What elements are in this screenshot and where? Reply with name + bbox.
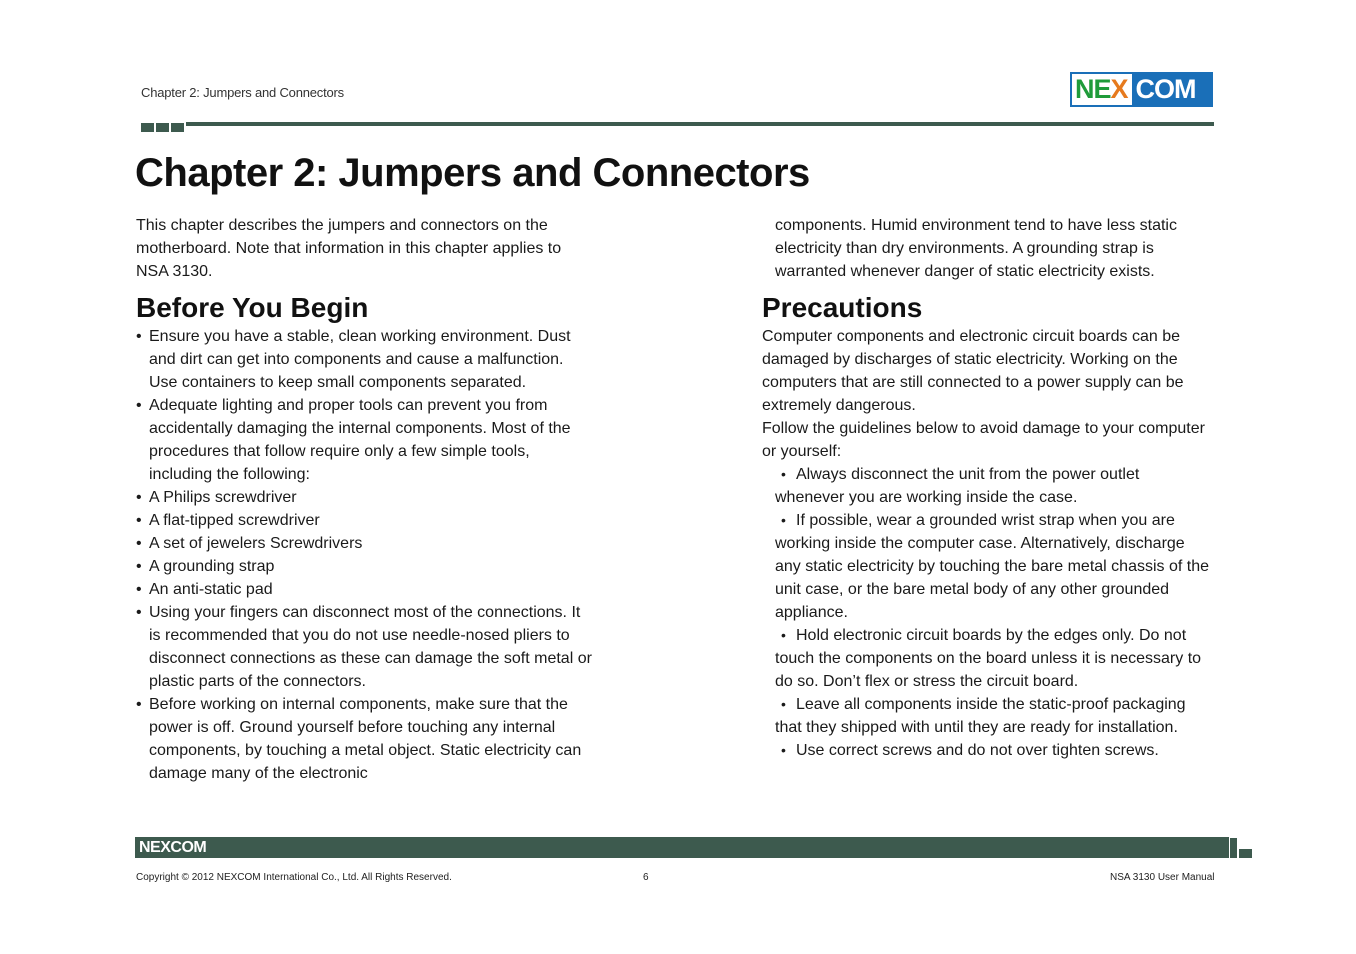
logo-x: X (1110, 74, 1128, 104)
right-column (762, 214, 1212, 762)
page-number: 6 (643, 872, 649, 883)
list-item: • A Philips screwdriver (136, 489, 297, 506)
footer-corner-icon (1230, 838, 1252, 858)
copyright-text: Copyright © 2012 NEXCOM International Co., Ltd. All Rights Reserved. (136, 872, 452, 883)
intro-paragraph: This chapter describes the jumpers and connectors on the motherboard. Note that information in this chapter applies to NSA 3130. (136, 217, 562, 280)
header-chapter-label: Chapter 2: Jumpers and Connectors (141, 85, 344, 100)
list-item: • Adequate lighting and proper tools can prevent you from accidentally damaging the internal components. Most of the procedures that follow require only a few simple tools, including the following: (136, 397, 571, 483)
logo-part2: COM (1135, 74, 1196, 104)
list-item: • Ensure you have a stable, clean working environment. Dust and dirt can get into components and cause a malfunction. Use containers to keep small components separated. (136, 328, 571, 391)
list-item: • Always disconnect the unit from the power outlet whenever you are working inside the case. (775, 466, 1140, 506)
manual-name: NSA 3130 User Manual (1110, 872, 1215, 883)
list-item: • Before working on internal components, make sure that the power is off. Ground yourself before touching any internal components, by touching a metal object. Static electricity can damage many of the electronic (136, 696, 582, 782)
nexcom-logo (1070, 72, 1213, 107)
logo-ne (1072, 74, 1132, 105)
list-item: • Hold electronic circuit boards by the edges only. Do not touch the components on the board unless it is necessary to do so. Don’t flex or stress the circuit board. (775, 627, 1202, 690)
footer-bar (135, 837, 1229, 858)
continued-paragraph: components. Humid environment tend to have less static electricity than dry environments. A grounding strap is warranted whenever danger of static electricity exists. (775, 217, 1177, 280)
header-squares (141, 123, 184, 132)
before-you-begin-list (136, 325, 596, 785)
page-title: Chapter 2: Jumpers and Connectors (135, 151, 810, 195)
before-you-begin-heading: Before You Begin (136, 292, 369, 323)
precautions-heading: Precautions (762, 292, 923, 323)
footer-logo: NEXCOM (139, 839, 207, 856)
list-item: • If possible, wear a grounded wrist strap when you are working inside the computer case. Alternatively, discharge any static electricity by touching the bare metal chassis of the unit case, or the bare metal body of any other grounded appliance. (775, 512, 1209, 621)
list-item: • A set of jewelers Screwdrivers (136, 535, 363, 552)
logo-part1: NE (1075, 74, 1111, 104)
precautions-list (762, 463, 1212, 762)
list-item: • An anti-static pad (136, 581, 273, 598)
list-item: • Leave all components inside the static-proof packaging that they shipped with until they are ready for installation. (775, 696, 1186, 736)
list-item: • A grounding strap (136, 558, 275, 575)
list-item: • Use correct screws and do not over tighten screws. (781, 742, 1159, 759)
left-column (136, 214, 596, 785)
list-item: • A flat-tipped screwdriver (136, 512, 320, 529)
precautions-paragraph-2: Follow the guidelines below to avoid damage to your computer or yourself: (762, 420, 1205, 460)
header-rule (186, 122, 1214, 126)
precautions-paragraph-1: Computer components and electronic circuit boards can be damaged by discharges of static electricity. Working on the computers that are still connected to a power supply can be extremely dangerous. (762, 328, 1184, 414)
list-item: • Using your fingers can disconnect most of the connections. It is recommended that you do not use needle-nosed pliers to disconnect connections as these can damage the soft metal or plastic parts of the connectors. (136, 604, 592, 690)
